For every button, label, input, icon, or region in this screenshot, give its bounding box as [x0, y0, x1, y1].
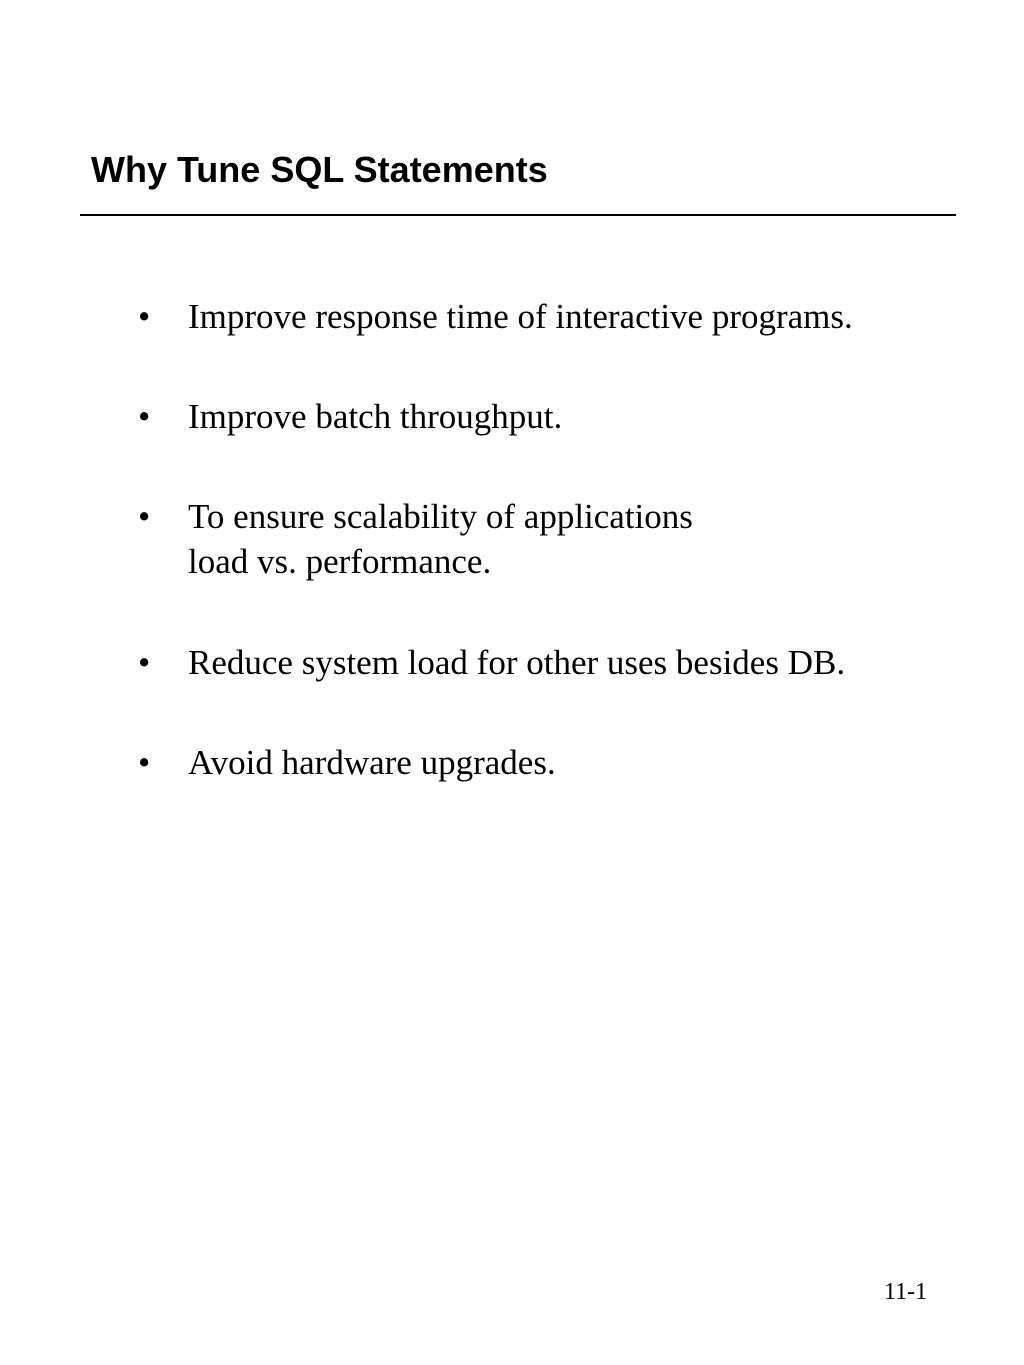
- bullet-text: To ensure scalability of applications: [188, 497, 693, 536]
- bullet-icon: •: [138, 643, 151, 682]
- title-divider: [80, 214, 956, 216]
- bullet-icon: •: [138, 743, 151, 782]
- bullet-icon: •: [138, 497, 151, 536]
- bullet-text: Improve response time of interactive programs.: [188, 297, 853, 336]
- slide-title: Why Tune SQL Statements: [91, 149, 548, 190]
- bullet-text: Improve batch throughput.: [188, 397, 563, 436]
- bullet-icon: •: [138, 297, 151, 336]
- page-number: 11-1: [884, 1279, 928, 1305]
- bullet-text-continuation: load vs. performance.: [188, 542, 492, 581]
- bullet-icon: •: [138, 397, 151, 436]
- bullet-text: Reduce system load for other uses besides DB.: [188, 643, 846, 682]
- bullet-text: Avoid hardware upgrades.: [188, 743, 556, 782]
